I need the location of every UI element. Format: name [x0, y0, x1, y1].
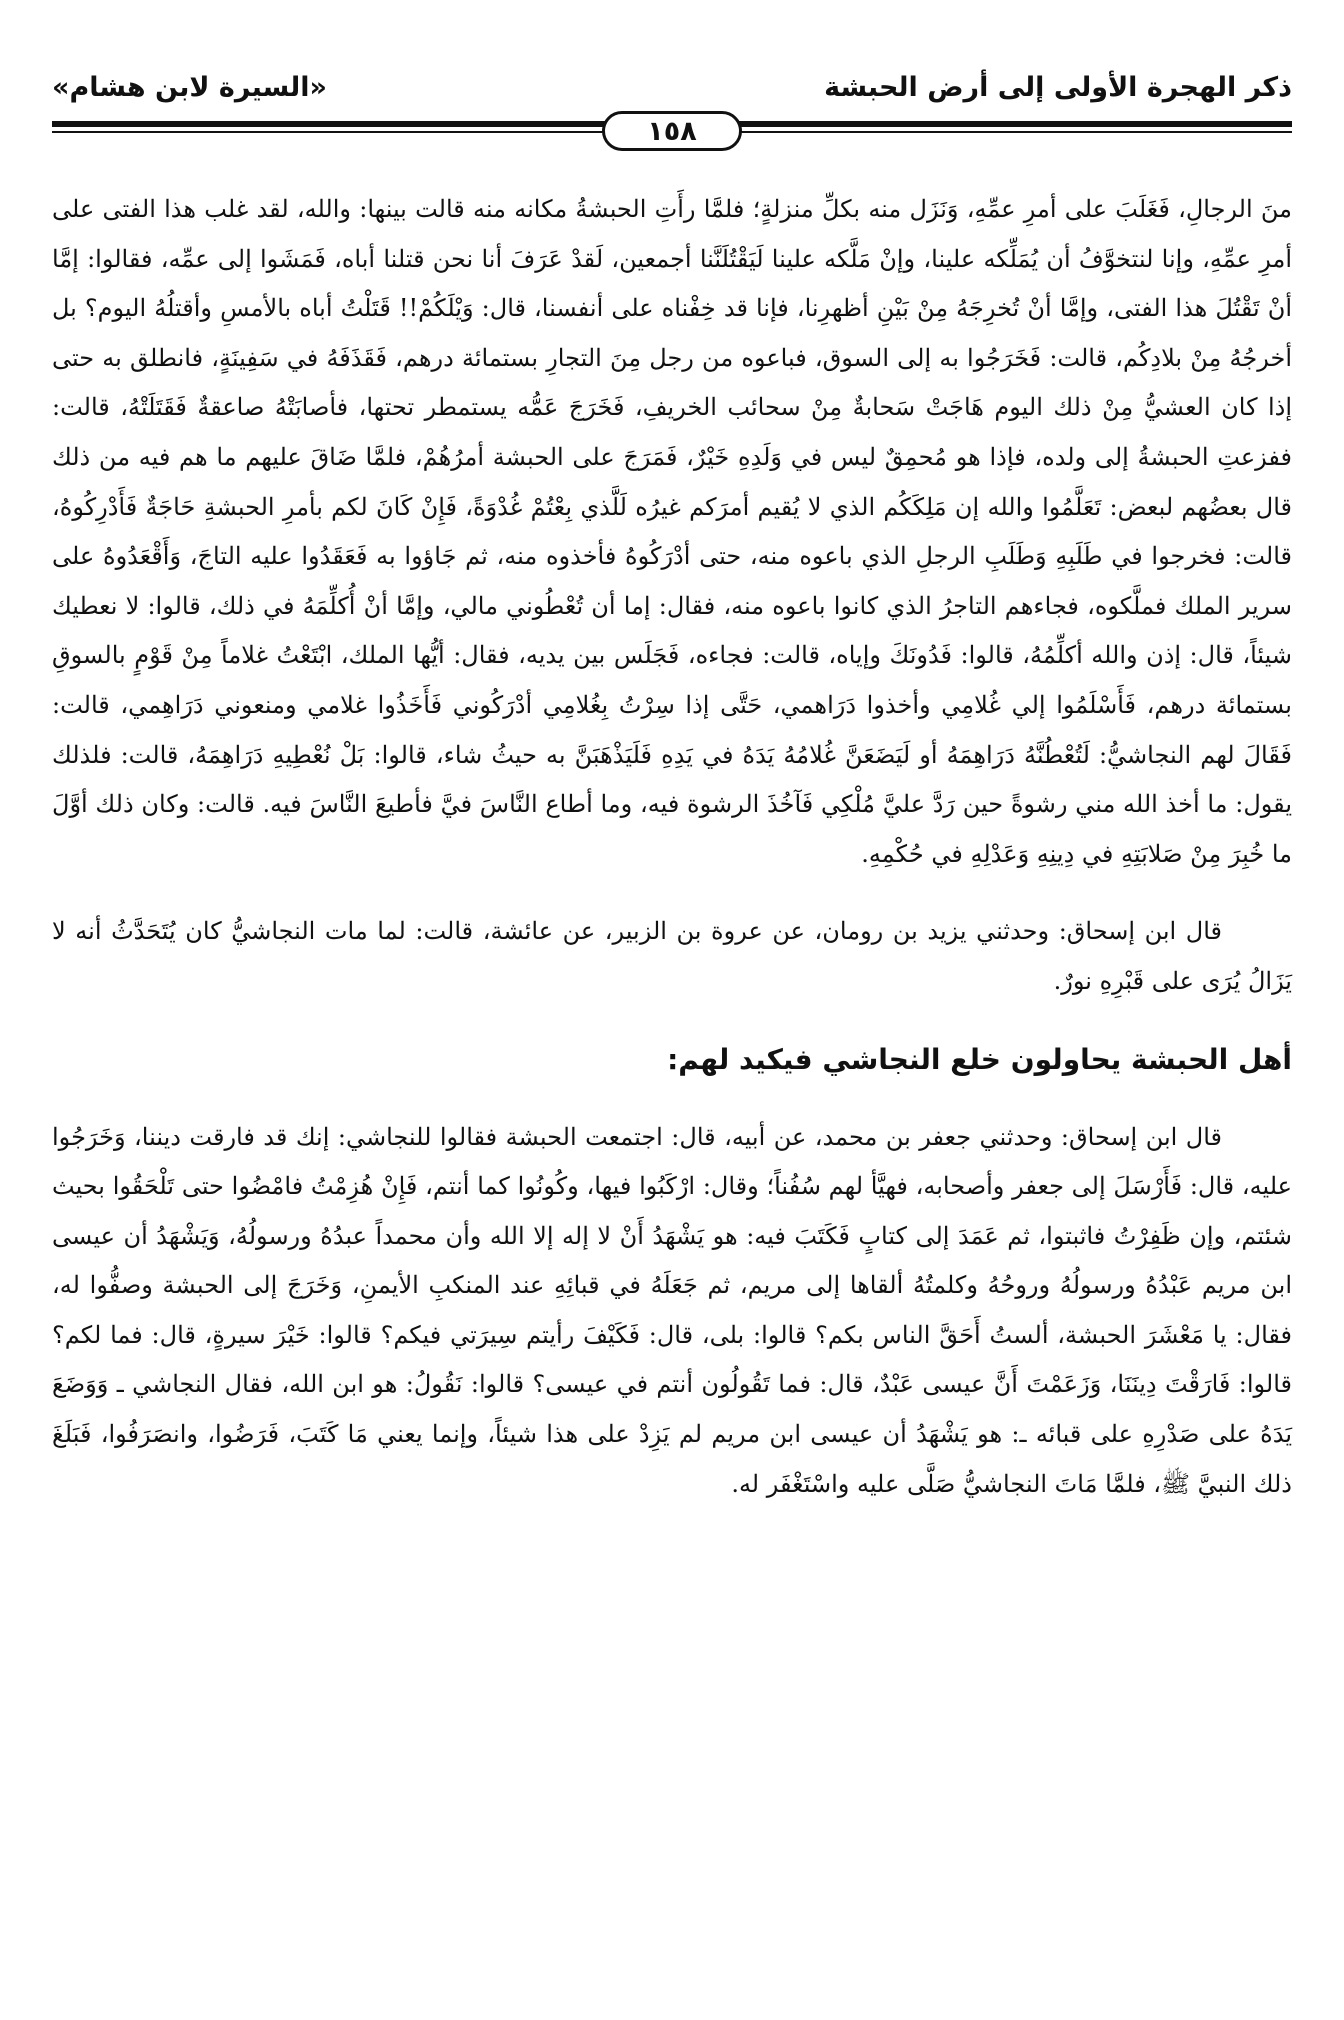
- paragraph-gap: [52, 1085, 1292, 1113]
- chapter-title: ذكر الهجرة الأولى إلى أرض الحبشة: [824, 72, 1292, 103]
- page-number: ١٥٨: [602, 111, 742, 151]
- paragraph-ibn-ishaq-1: قال ابن إسحاق: وحدثني يزيد بن رومان، عن عروة بن الزبير، عن عائشة، قالت: لما مات النجاشيُّ كان يُتَحَدَّثُ أنه لا يَزَالُ يُرَى على قَبْرِهِ نورٌ.: [52, 917, 1292, 995]
- running-header: [52, 58, 1292, 118]
- paragraph-narrative: منَ الرجالِ، فَغَلَبَ على أمرِ عمِّهِ، وَنَزَل منه بكلِّ منزلةٍ؛ فلمَّا رأَتِ الحبشةُ مكانه منه قالت بينها: والله، لقد غلب هذا الفتى على أمرِ عمِّهِ، وإنا لنتخوَّفُ أن يُمَلِّكه علينا، وإنْ مَلَّكه علينا لَيَقْتُلَنَّنا أجمعين، لَقدْ عَرَفَ أنا نحن قتلنا أباه، فَمَشَوا إلى عمِّه، فقالوا: إمَّا أنْ تَقْتُلَ هذا الفتى، وإمَّا أنْ تُخرِجَهُ مِنْ بَيْنِ أظهرِنا، فإنا قد خِفْناه على أنفسنا، قال: وَيْلَكُمْ!! قَتَلْتُ أباه بالأمسِ وأقتلُهُ اليوم؟ بل أخرجُهُ مِنْ بلادِكُم، قالت: فَخَرَجُوا به إلى السوق، فباعوه من رجل مِنَ التجارِ بستمائة درهم، فَقَذَفَهُ في سَفِينَةٍ، فانطلق به حتى إذا كان العشيُّ مِنْ ذلك اليوم هَاجَتْ سَحابةٌ مِنْ سحائب الخريفِ، فَخَرَجَ عَمُّه يستمطر تحتها، فأصابَتْهُ صاعقةٌ فَقَتَلَتْهُ، قالت: ففزعتِ الحبشةُ إلى ولده، فإذا هو مُحمِقٌ ليس في وَلَدِهِ خَيْرٌ، فَمَرَجَ على الحبشة أمرُهُمْ، فلمَّا ضَاقَ عليهم ما هم فيه من ذلك قال بعضُهم لبعض: تَعَلَّمُوا والله إن مَلِكَكُم الذي لا يُقيم أمرَكم غيرُه لَلَّذي بِعْتُمْ غُدْوَةً، فَإِنْ كَانَ لكم بأمرِ الحبشةِ حَاجَةٌ فَأَدْرِكُوهُ، قالت: فخرجوا في طَلَبِهِ وَطَلَبِ الرجلِ الذي باعوه منه، حتى أدْرَكُوهُ فأخذوه منه، ثم جَاؤوا به فَعَقَدُوا عليه التاجَ، وَأَقْعَدُوهُ على سرير الملك فملَّكوه، فجاءهم التاجرُ الذي كانوا باعوه منه، فقال: إما أن تُعْطُوني مالي، وإمَّا أنْ أُكلِّمَهُ في ذلك، قالوا: لا نعطيك شيئاً، قال: إذن والله أكلِّمُهُ، قالوا: فَدُونَكَ وإياه، قالت: فجاءه، فَجَلَس بين يديه، فقال: أيُّها الملك، ابْتَعْتُ غلاماً مِنْ قَوْمٍ بالسوقِ بستمائة درهم، فَأَسْلَمُوا إلي غُلامِي وأخذوا دَرَاهمي، حَتَّى إذا سِرْتُ بِغُلامِي أدْرَكُوني فَأَخَذُوا غلامي ومنعوني دَرَاهِمي، قالت: فَقَالَ لهم النجاشيُّ: لَتُعْطُنَّهُ دَرَاهِمَهُ أو لَيَضَعَنَّ غُلامُهُ يَدَهُ في يَدِهِ فَلَيَذْهَبَنَّ به حيثُ شاء، قالوا: بَلْ نُعْطِيهِ دَرَاهِمَهُ، قالت: فلذلك يقول: ما أخذ الله مني رشوةً حين رَدَّ عليَّ مُلْكِي فَآخُذَ الرشوة فيه، وما أطاع النَّاسَ فيَّ فأطيعَ النَّاسَ فيه. قالت: وكان ذلك أوَّلَ ما خُبِرَ مِنْ صَلابَتِهِ في دِينِهِ وَعَدْلِهِ في حُكْمِهِ.: [52, 195, 1293, 868]
- paragraph-ibn-ishaq-2: قال ابن إسحاق: وحدثني جعفر بن محمد، عن أبيه، قال: اجتمعت الحبشة فقالوا للنجاشي: إنك قد فارقت ديننا، وَخَرَجُوا عليه، قال: فَأَرْسَلَ إلى جعفر وأصحابه، فهيَّأ لهم سُفُناً؛ وقال: ارْكَبُوا فيها، وكُونُوا كما أنتم، فَإِنْ هُزِمْتُ فامْضُوا حتى تَلْحَقُوا بحيث شئتم، وإن ظَفِرْتُ فاثبتوا، ثم عَمَدَ إلى كتابٍ فَكَتَبَ فيه: هو يَشْهَدُ أَنْ لا إله إلا الله وأن محمداً عبدُهُ ورسولُهُ، وَيَشْهَدُ أن عيسى ابن مريم عَبْدُهُ ورسولُهُ وروحُهُ وكلمتُهُ ألقاها إلى مريم، ثم جَعَلَهُ في قبائِهِ عند المنكبِ الأيمنِ، وَخَرَجَ إلى الحبشة وصفُّوا له، فقال: يا مَعْشَرَ الحبشة، ألستُ أَحَقَّ الناس بكم؟ قالوا: بلى، قال: فَكَيْفَ رأيتم سِيرَتي فيكم؟ قالوا: خَيْرَ سيرةٍ، قال: فما لكم؟ قالوا: فَارَقْتَ دِينَنَا، وَزَعَمْتَ أَنَّ عيسى عَبْدٌ، قال: فما تَقُولُون أنتم في عيسى؟ قالوا: نَقُولُ: هو ابن الله، فقال النجاشي ـ وَوَضَعَ يَدَهُ على صَدْرِهِ على قبائه ـ: هو يَشْهَدُ أن عيسى ابن مريم لم يَزِدْ على هذا شيئاً، وإنما يعني مَا كَتَبَ، فَرَضُوا، وانصَرَفُوا، فَبَلَغَ ذلك النبيَّ ﷺ، فلمَّا مَاتَ النجاشيُّ صَلَّى عليه واسْتَغْفَر له.: [52, 1122, 1292, 1498]
- book-title: «السيرة لابن هشام»: [52, 72, 327, 103]
- page-body: [52, 185, 1292, 1509]
- paragraph-gap: [52, 879, 1292, 907]
- paragraph-gap: [52, 1007, 1292, 1035]
- section-heading: أهل الحبشة يحاولون خلع النجاشي فيكيد لهم:: [667, 1042, 1292, 1076]
